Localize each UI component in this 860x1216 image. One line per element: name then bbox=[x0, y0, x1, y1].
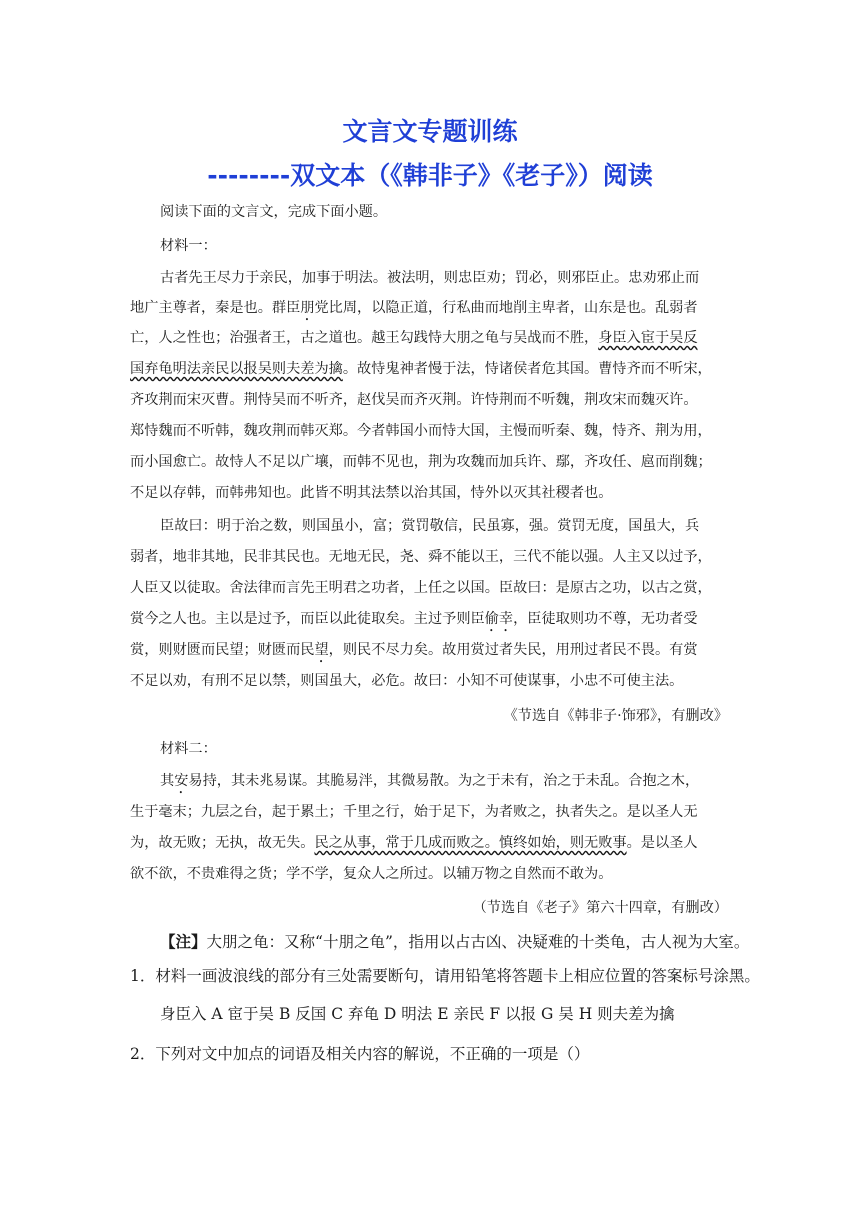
m1-p1-line: 古者先王尽力于亲民，加事于明法。被法明，则忠臣劝；罚必，则邪臣止。忠劝邪止而 bbox=[160, 270, 700, 286]
note-mark: 【注】 bbox=[160, 932, 207, 951]
wavy-underlined-text: 国弃龟明法亲民以报吴则夫差为擒 bbox=[130, 361, 343, 377]
wavy-underlined-text: 民之从事，常于几成而败之。慎终如始，则无败事 bbox=[314, 835, 627, 851]
m1-p1-line: 地广主尊者，秦是也。群臣朋党比周，以隐正道，行私曲而地削主卑者，山东是也。乱弱者 bbox=[130, 300, 698, 316]
m1-p1-line: 国弃龟明法亲民以报吴则夫差为擒。故恃鬼神者慢于法，恃诸侯者危其国。曹恃齐而不听宋， bbox=[130, 361, 712, 377]
material2-source: （节选自《老子》第六十四章，有删改） bbox=[472, 900, 728, 916]
m1-p2-line: 赏今之人也。主以是过予，而臣以此徒取矣。主过予则臣偷幸，臣徒取则功不尊，无功者受 bbox=[130, 611, 698, 627]
m2-line: 欲不欲，不贵难得之货；学不学，复众人之所过。以辅万物之自然而不敢为。 bbox=[130, 866, 613, 882]
document-title: 文言文专题训练 bbox=[342, 117, 518, 146]
m1-p2-line: 臣故曰：明于治之数，则国虽小，富；赏罚敬信，民虽寡，强。赏罚无度，国虽大，兵 bbox=[160, 518, 700, 534]
material1-source: 《节选自《韩非子·饰邪》，有删改》 bbox=[503, 708, 728, 724]
question-1: 1．材料一画波浪线的部分有三处需要断句，请用铅笔将答题卡上相应位置的答案标号涂黑。 bbox=[130, 967, 760, 985]
instruction-text: 阅读下面的文言文，完成下面小题。 bbox=[160, 204, 388, 220]
m1-p1-line: 齐攻荆而宋灭曹。荆恃吴而不听齐，赵伐吴而齐灭荆。许恃荆而不听魏，荆攻宋而魏灭许。 bbox=[130, 392, 698, 408]
m1-p2-line: 弱者，地非其地，民非其民也。无地无民，尧、舜不能以王，三代不能以强。人主又以过予， bbox=[130, 549, 712, 565]
m2-line: 其安易持，其未兆易谋。其脆易泮，其微易散。为之于未有，治之于未乱。合抱之木， bbox=[160, 773, 700, 789]
wavy-underlined-text: 身臣入宦于吴反 bbox=[598, 330, 698, 346]
m1-p1-line: 亡，人之性也；治强者王，古之道也。越王勾践恃大朋之龟与吴战而不胜，身臣入宦于吴反 bbox=[130, 330, 698, 346]
dotted-word: 朋 bbox=[300, 300, 315, 316]
dotted-word: 安 bbox=[174, 773, 189, 789]
m1-p2-line: 赏，则财匮而民望；财匮而民望，则民不尽力矣。故用赏过者失民，用刑过者民不畏。有赏 bbox=[130, 642, 698, 658]
m1-p1-line: 而小国愈亡。故恃人不足以广壤，而韩不见也，荆为攻魏而加兵许、鄢，齐攻任、扈而削魏； bbox=[130, 454, 712, 470]
dotted-word: 幸 bbox=[498, 611, 514, 627]
material2-label: 材料二： bbox=[160, 741, 217, 757]
footnote: 【注】大朋之龟：又称“十朋之龟”，指用以占古凶、决疑难的十类龟，古人视为大室。 bbox=[160, 932, 750, 951]
m2-line: 为，故无败；无执，故无失。民之从事，常于几成而败之。慎终如始，则无败事。是以圣人 bbox=[130, 835, 698, 851]
m1-p1-line: 郑恃魏而不听韩，魏攻荆而韩灭郑。今者韩国小而恃大国，主慢而听秦、魏，恃齐、荆为用， bbox=[130, 423, 712, 439]
m2-line: 生于毫末；九层之台，起于累土；千里之行，始于足下，为者败之，执者失之。是以圣人无 bbox=[130, 804, 698, 820]
m1-p2-line: 人臣又以徒取。舍法律而言先王明君之功者，上任之以国。臣故曰：是原古之功，以古之赏， bbox=[130, 580, 712, 596]
material1-label: 材料一： bbox=[160, 238, 217, 254]
document-subtitle: --------双文本（《韩非子》《老子》）阅读 bbox=[207, 161, 653, 190]
question-2: 2．下列对文中加点的词语及相关内容的解说，不正确的一项是（） bbox=[130, 1045, 590, 1063]
dotted-word: 偷 bbox=[484, 611, 499, 627]
dotted-word: 望 bbox=[314, 642, 329, 658]
question-1-options: 身臣入 A 宦于吴 B 反国 C 弃龟 D 明法 E 亲民 F 以报 G 吴 H 则夫差为擒 bbox=[160, 1005, 675, 1023]
m1-p1-line: 不足以存韩，而韩弗知也。此皆不明其法禁以治其国，恃外以灭其社稷者也。 bbox=[130, 485, 613, 501]
m1-p2-line: 不足以劝，有刑不足以禁，则国虽大，必危。故曰：小知不可使谋事，小忠不可使主法。 bbox=[130, 673, 684, 689]
